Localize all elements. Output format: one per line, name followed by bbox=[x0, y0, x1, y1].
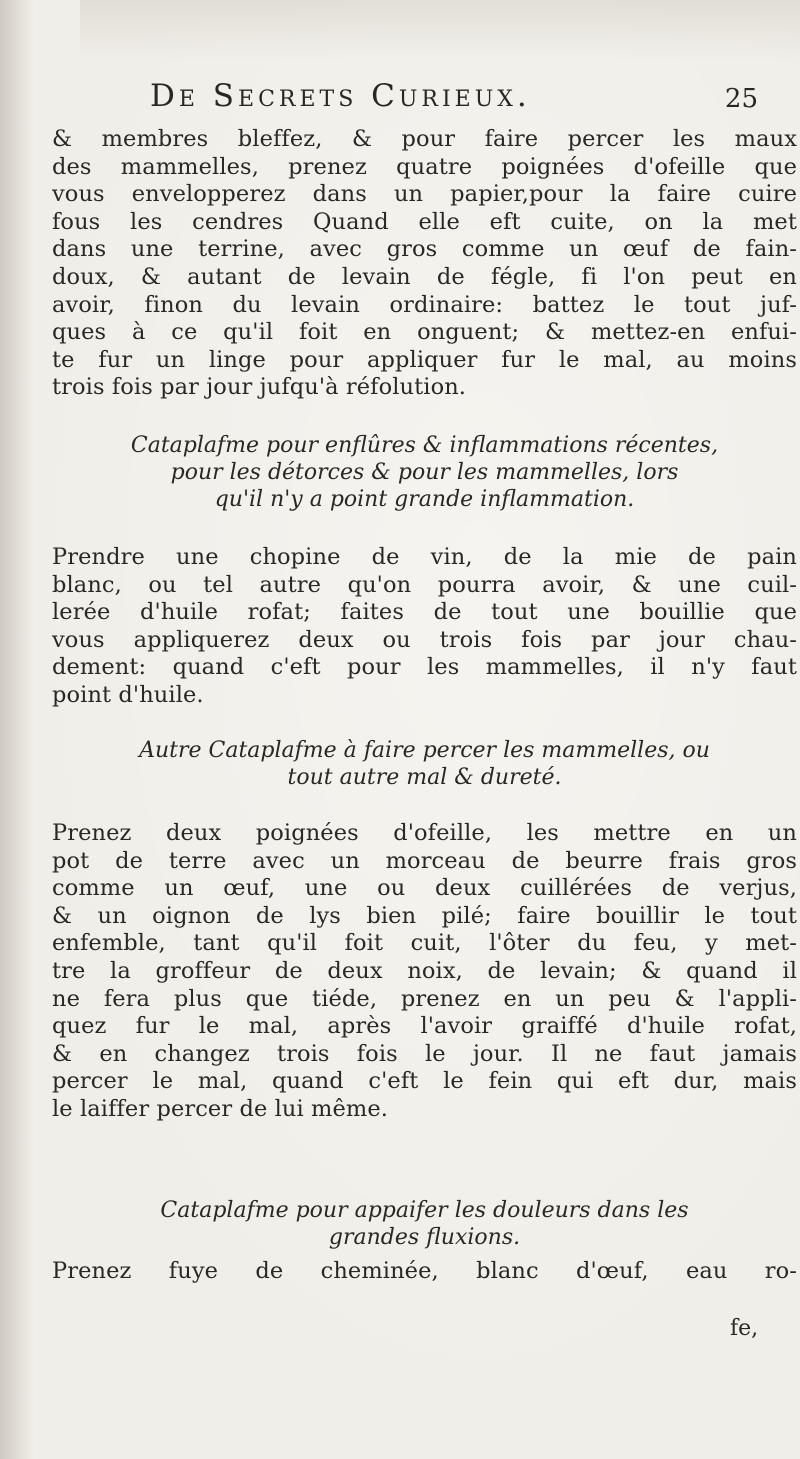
text-line: & membres bleffez, & pour faire percer les maux bbox=[52, 126, 797, 152]
heading-line: pour les détorces & pour les mammelles, lors bbox=[170, 460, 679, 485]
text-line: Prendre une chopine de vin, de la mie de pain bbox=[52, 544, 797, 570]
text-line: quez fur le mal, après l'avoir graiffé d'huile rofat, bbox=[52, 1013, 797, 1040]
text-line: percer le mal, quand c'eft le fein qui eft dur, mais bbox=[52, 1068, 797, 1095]
text-line: doux, & autant de levain de fégle, fi l'on peut en bbox=[52, 263, 797, 290]
heading-line: Cataplafme pour appaifer les douleurs dans les bbox=[160, 1198, 689, 1223]
heading-line: Cataplafme pour enflûres & inflammations récentes, bbox=[130, 433, 719, 458]
text-line: dans une terrine, avec gros comme un œuf de fain- bbox=[52, 236, 797, 263]
heading-line: qu'il n'y a point grande inflammation. bbox=[214, 487, 635, 512]
text-line: lerée d'huile rofat; faites de tout une bouillie que bbox=[52, 599, 797, 626]
text-line: ne fera plus que tiéde, prenez en un peu & l'appli- bbox=[52, 985, 797, 1012]
text-line: comme un œuf, une ou deux cuillérées de verjus, bbox=[52, 875, 797, 902]
running-head-title: De Secrets Curieux. bbox=[150, 78, 531, 114]
heading-line: tout autre mal & dureté. bbox=[287, 765, 562, 790]
text-line: pot de terre avec un morceau de beurre frais gros bbox=[52, 847, 797, 874]
paragraph-other-cataplasm bbox=[52, 820, 797, 1124]
text-line: ques à ce qu'il foit en onguent; & mettez-en enfui- bbox=[52, 319, 797, 346]
section-heading-cataplasm-swelling bbox=[52, 432, 797, 513]
section-heading-pain-cataplasm bbox=[52, 1197, 797, 1251]
text-line: point d'huile. bbox=[52, 681, 204, 708]
paragraph-cataplasm-swelling bbox=[52, 544, 797, 710]
section-heading-other-cataplasm bbox=[52, 737, 797, 791]
text-line: & un oignon de lys bien pilé; faire bouillir le tout bbox=[52, 902, 797, 929]
catchword: fe, bbox=[730, 1316, 759, 1341]
text-line: fous les cendres Quand elle eft cuite, on la met bbox=[52, 208, 797, 235]
text-line: le laiffer percer de lui même. bbox=[52, 1095, 389, 1122]
text-line: des mammelles, prenez quatre poignées d'ofeille que bbox=[52, 153, 797, 180]
text-line: vous envelopperez dans un papier,pour la faire cuire bbox=[52, 181, 797, 208]
text-line: tre la groffeur de deux noix, de levain; & quand il bbox=[52, 957, 797, 984]
heading-line: Autre Cataplafme à faire percer les mammelles, ou bbox=[139, 738, 710, 763]
text-line: dement: quand c'eft pour les mammelles, il n'y faut bbox=[52, 654, 797, 681]
text-line: & en changez trois fois le jour. Il ne faut jamais bbox=[52, 1040, 797, 1067]
text-line: Prenez deux poignées d'ofeille, les mettre en un bbox=[52, 820, 797, 846]
paragraph-pain-cataplasm bbox=[52, 1258, 797, 1286]
text-line: te fur un linge pour appliquer fur le mal, au moins bbox=[52, 346, 797, 373]
text-line: enfemble, tant qu'il foit cuit, l'ôter du feu, y met- bbox=[52, 930, 797, 957]
page-number: 25 bbox=[724, 84, 758, 114]
text-line: avoir, finon du levain ordinaire: battez le tout juf- bbox=[52, 291, 797, 318]
page-edge-shading bbox=[80, 0, 800, 60]
text-line: vous appliquerez deux ou trois fois par jour chau- bbox=[52, 626, 797, 653]
text-line: Prenez fuye de cheminée, blanc d'œuf, eau ro- bbox=[52, 1258, 797, 1284]
gutter-shadow bbox=[0, 0, 34, 1459]
running-head bbox=[150, 78, 758, 124]
paragraph-remedy-continued bbox=[52, 126, 797, 402]
text-line: trois fois par jour jufqu'à réfolution. bbox=[52, 374, 467, 401]
heading-line: grandes fluxions. bbox=[328, 1225, 521, 1250]
text-line: blanc, ou tel autre qu'on pourra avoir, & une cuil- bbox=[52, 571, 797, 598]
